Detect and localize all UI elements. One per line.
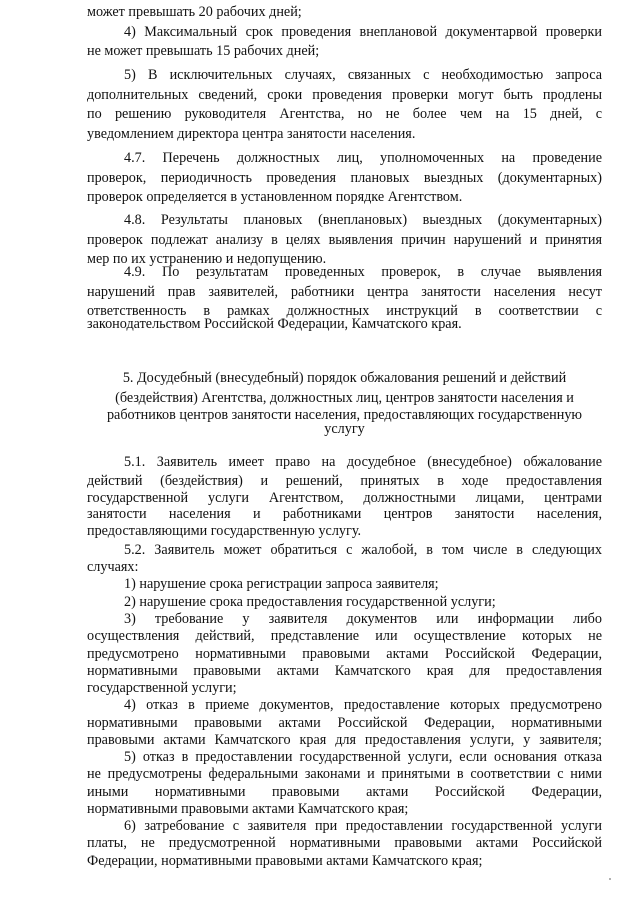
text-line: нормативными правовыми актами Камчатского края;	[87, 801, 409, 817]
text-line: дополнительных сведений, сроки проведения проверки могут быть продлены	[87, 87, 602, 103]
text-line: 4.7. Перечень должностных лиц, уполномоченных на проведение	[124, 150, 602, 166]
text-line: 5.2. Заявитель может обратиться с жалобой, в том числе в следующих	[124, 542, 602, 558]
section-heading: (бездействия) Агентства, должностных лиц, центров занятости населения и	[115, 390, 574, 406]
section-heading: работников центров занятости населения, предоставляющих государственную	[106, 407, 583, 423]
text-line: по решению руководителя Агентства, но не более чем на 15 дней, с	[87, 106, 602, 122]
text-line: 1) нарушение срока регистрации запроса заявителя;	[124, 576, 439, 592]
text-line: законодательством Российской Федерации, Камчатского края.	[87, 316, 462, 332]
text-line: 4) отказ в приеме документов, предоставление которых предусмотрено	[124, 697, 602, 713]
text-line: осуществления действий, представление или осуществление которых не	[87, 628, 602, 644]
text-line: не может превышать 15 рабочих дней;	[87, 43, 320, 59]
text-line: иными нормативными правовыми актами Российской Федерации,	[87, 784, 602, 800]
text-line: предусмотрено нормативными правовыми актами Российской Федерации,	[87, 646, 602, 662]
text-line: 4) Максимальный срок проведения внеплановой документарвой проверки	[124, 24, 602, 40]
text-line: 3) требование у заявителя документов или информации либо	[124, 611, 602, 627]
section-heading: услугу	[324, 421, 365, 437]
text-line: 5.1. Заявитель имеет право на досудебное (внесудебное) обжалование	[124, 454, 602, 470]
text-line: нормативными правовыми актами Российской Федерации, нормативными	[87, 715, 602, 731]
text-line: предоставляющими государственную услугу.	[87, 523, 362, 539]
text-line: правовыми актами Камчатского края для предоставления услуги, у заявителя;	[87, 732, 602, 748]
text-line: мер по их устранению и недопущению.	[87, 251, 327, 267]
text-line: 2) нарушение срока предоставления государственной услуги;	[124, 594, 496, 610]
section-heading: 5. Досудебный (внесудебный) порядок обжалования решений и действий	[122, 370, 567, 386]
text-line: проверок, периодичность проведения плановых выездных (документарных)	[87, 170, 602, 186]
text-line: 5) В исключительных случаях, связанных с необходимостью запроса	[124, 67, 602, 83]
text-line: 4.8. Результаты плановых (внеплановых) выездных (документарных)	[124, 212, 602, 228]
text-line: случаях:	[87, 559, 139, 575]
text-line: действий (бездействия) и решений, принятых в ходе предоставления	[87, 473, 602, 489]
text-line: нарушений прав заявителей, работники центра занятости населения несут	[87, 284, 602, 300]
scan-speck	[609, 878, 611, 880]
text-line: государственной услуги;	[87, 680, 237, 696]
text-line: 5) отказ в предоставлении государственной услуги, если основания отказа	[124, 749, 602, 765]
text-line: Федерации, нормативными правовыми актами Камчатского края;	[87, 853, 483, 869]
text-line: 4.9. По результатам проведенных проверок, в случае выявления	[124, 264, 602, 280]
text-line: государственной услуги Агентством, должностными лицами, центрами	[87, 490, 602, 506]
text-line: платы, не предусмотренной нормативными правовыми актами Российской	[87, 835, 602, 851]
text-line: 6) затребование с заявителя при предоставлении государственной услуги	[124, 818, 602, 834]
text-line: не предусмотрены федеральными законами и принятыми в соответствии с ними	[87, 766, 602, 782]
text-line: занятости населения и работниками центров занятости населения,	[87, 506, 602, 522]
text-line: проверок определяется в установленном порядке Агентством.	[87, 189, 463, 205]
text-line: проверок подлежат анализу в целях выявления причин нарушений и принятия	[87, 232, 602, 248]
text-line: нормативными правовыми актами Камчатского края для предоставления	[87, 663, 602, 679]
text-line: может превышать 20 рабочих дней;	[87, 4, 302, 20]
text-line: уведомлением директора центра занятости населения.	[87, 126, 416, 142]
text-line: ответственность в рамках должностных инструкций в соответствии с	[87, 303, 602, 319]
